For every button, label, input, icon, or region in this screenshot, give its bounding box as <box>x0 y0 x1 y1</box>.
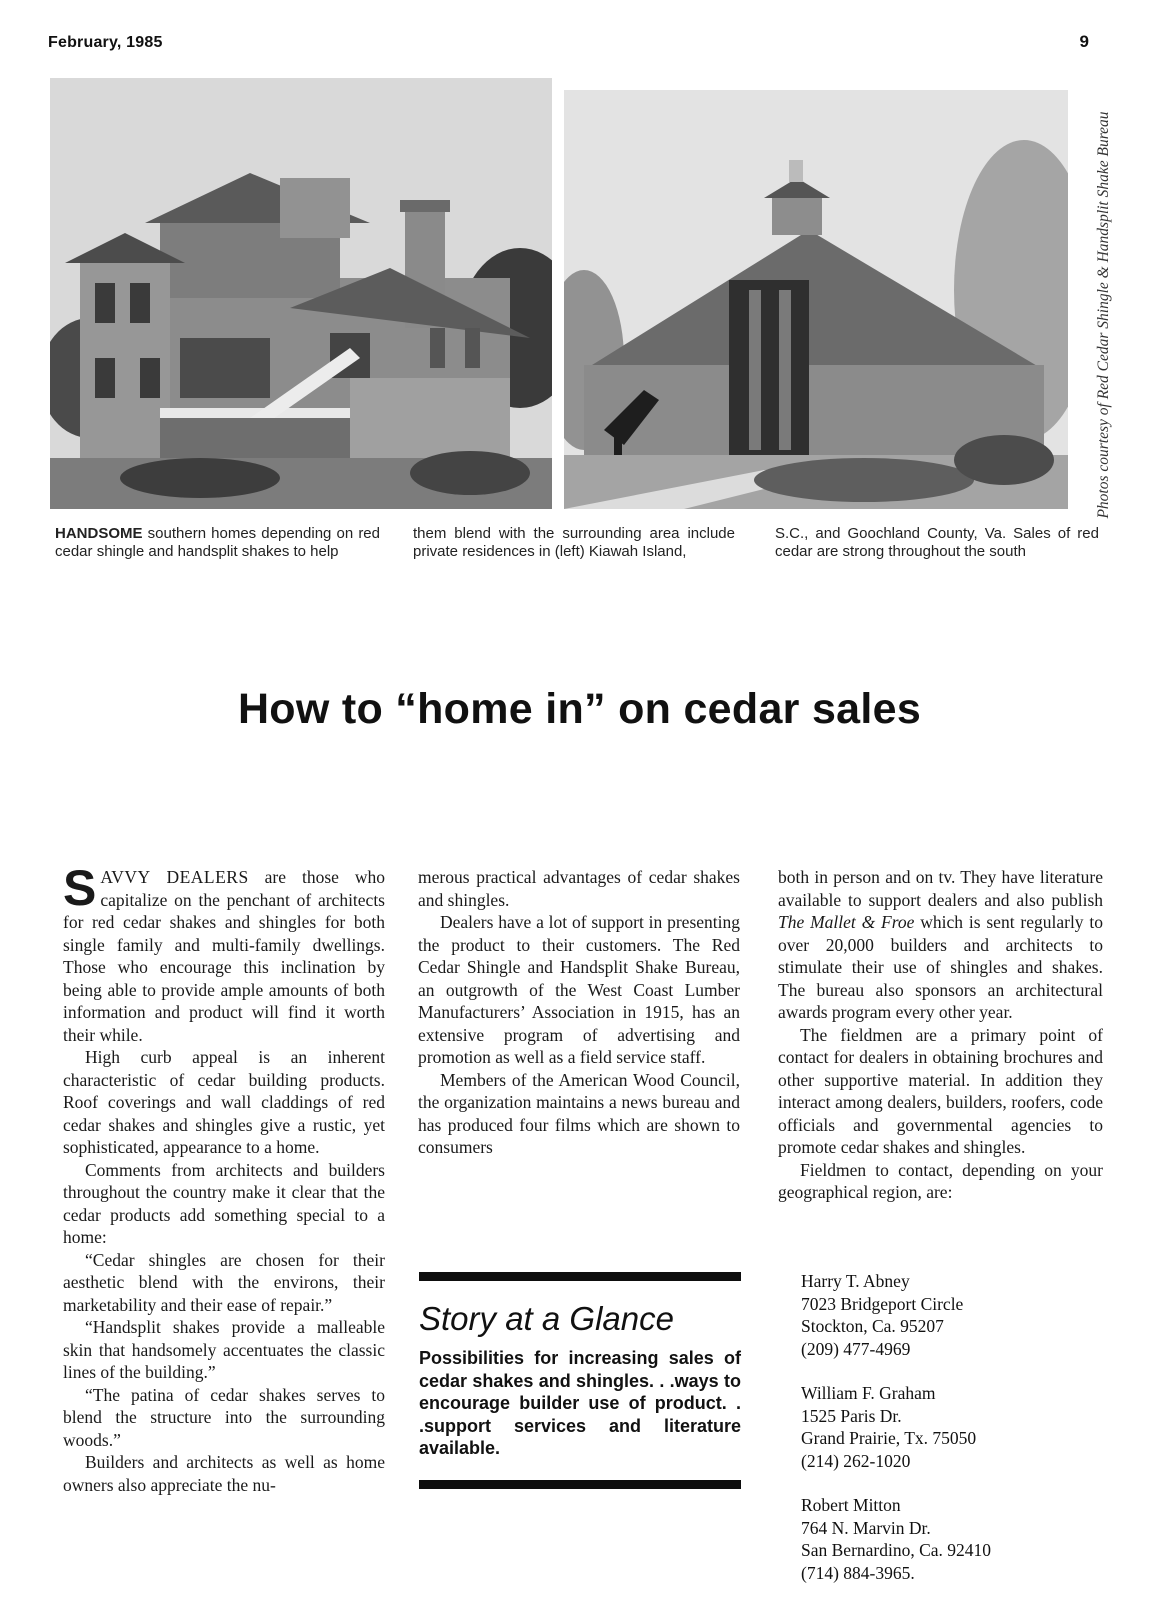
contact-street: 7023 Bridgeport Circle <box>801 1293 964 1314</box>
contact-street: 764 N. Marvin Dr. <box>801 1517 931 1538</box>
contact-phone: (209) 477-4969 <box>801 1338 911 1359</box>
contact-city: San Bernardino, Ca. 92410 <box>801 1540 992 1560</box>
fieldmen-contacts <box>801 1270 1091 1606</box>
contact-entry <box>801 1382 1091 1472</box>
contact-street: 1525 Paris Dr. <box>801 1405 902 1426</box>
contact-name: Robert Mitton <box>801 1495 901 1515</box>
article-headline: How to “home in” on cedar sales <box>237 685 922 733</box>
contact-phone: (214) 262-1020 <box>801 1450 911 1471</box>
quote-paragraph: “Cedar shingles are chosen for their aesthetic blend with the environs, their marketability and their ease of repair.” <box>63 1249 385 1315</box>
photo-credit <box>1089 72 1119 558</box>
story-at-a-glance-box <box>419 1272 741 1489</box>
photo-goochland-county-house <box>564 90 1068 509</box>
contact-entry <box>801 1494 1091 1584</box>
contact-name: Harry T. Abney <box>801 1271 910 1291</box>
intro-lead-words: AVVY DEALERS <box>100 867 249 887</box>
glance-bottom-rule <box>419 1480 741 1489</box>
drop-cap: S <box>63 860 97 916</box>
paragraph-text: which is sent regularly to over 20,000 builders and architects to stimulate their use of shingles and shakes. The bureau also sponsors an architectural awards program every other year. <box>778 912 1103 1022</box>
contact-entry <box>801 1270 1091 1360</box>
caption-lead-word: HANDSOME <box>55 525 143 542</box>
page-number: 9 <box>1079 32 1089 51</box>
article-column-1 <box>63 860 385 1496</box>
paragraph-text: both in person and on tv. They have literature available to support dealers and also publish <box>778 867 1103 910</box>
paragraph: Comments from architects and builders throughout the country make it clear that the cedar products add something special to a home: <box>63 1159 385 1247</box>
photo-caption-part-2: them blend with the surrounding area include private residences in (left) Kiawah Island, <box>413 525 735 560</box>
intro-text: are those who capitalize on the penchant of architects for red cedar shakes and shingles for both single family and multi-family dwellings. Those who encourage this inclination by being able to provide ample amounts of both information and product will find it worth their while. <box>63 867 385 1045</box>
quote-paragraph: “The patina of cedar shakes serves to blend the structure into the surrounding woods.” <box>63 1384 385 1450</box>
contact-city: Stockton, Ca. 95207 <box>801 1316 944 1336</box>
caption-text-1: southern homes depending on red cedar shingle and handsplit shakes to help <box>55 525 380 560</box>
article-column-2 <box>418 866 740 1159</box>
contact-name: William F. Graham <box>801 1383 936 1403</box>
paragraph: Dealers have a lot of support in presenting the product to their customers. The Red Cedar Shingle and Handsplit Shake Bureau, an outgrowth of the West Coast Lumber Manufacturers’ Association in 1915, has an extensive program of advertising and promotion as well as a field service staff. <box>418 912 740 1067</box>
photo-kiawah-island-house <box>50 78 552 509</box>
paragraph-continued <box>778 866 1103 1024</box>
photo-credit-text: Photos courtesy of Red Cedar Shingle & Handsplit Shake Bureau <box>1095 111 1112 519</box>
glance-top-rule <box>419 1272 741 1281</box>
article-column-3 <box>778 866 1103 1204</box>
contact-city: Grand Prairie, Tx. 75050 <box>801 1428 977 1448</box>
paragraph: High curb appeal is an inherent characteristic of cedar building products. Roof coverings and wall claddings of red cedar shakes and shingles give a rustic, yet sophisticated, appearance to a home. <box>63 1047 385 1157</box>
paragraph-continued: merous practical advantages of cedar shakes and shingles. <box>418 867 740 910</box>
publication-title: The Mallet & Froe <box>778 912 915 932</box>
paragraph: Members of the American Wood Council, the organization maintains a news bureau and has produced four films which are shown to consumers <box>418 1069 740 1157</box>
quote-paragraph: “Handsplit shakes provide a malleable skin that handsomely accentuates the classic lines of the building.” <box>63 1317 385 1382</box>
photo-caption-part-1 <box>55 525 380 561</box>
paragraph: Fieldmen to contact, depending on your geographical region, are: <box>778 1159 1103 1202</box>
glance-summary: Possibilities for increasing sales of cedar shakes and shingles. . .ways to encourage builder use of product. . .support services and literature available. <box>419 1348 741 1458</box>
paragraph: Builders and architects as well as home owners also appreciate the nu- <box>63 1452 385 1495</box>
photo-caption-part-3: S.C., and Goochland County, Va. Sales of red cedar are strong throughout the south <box>775 525 1099 560</box>
issue-date: February, 1985 <box>48 34 163 51</box>
paragraph: The fieldmen are a primary point of contact for dealers in obtaining brochures and other supportive material. In addition they interact among dealers, builders, roofers, code officials and governmental agencies to promote cedar shakes and shingles. <box>778 1024 1103 1157</box>
contact-phone: (714) 884-3965. <box>801 1562 915 1583</box>
paragraph-intro <box>63 860 385 1046</box>
glance-title: Story at a Glance <box>419 1300 674 1337</box>
